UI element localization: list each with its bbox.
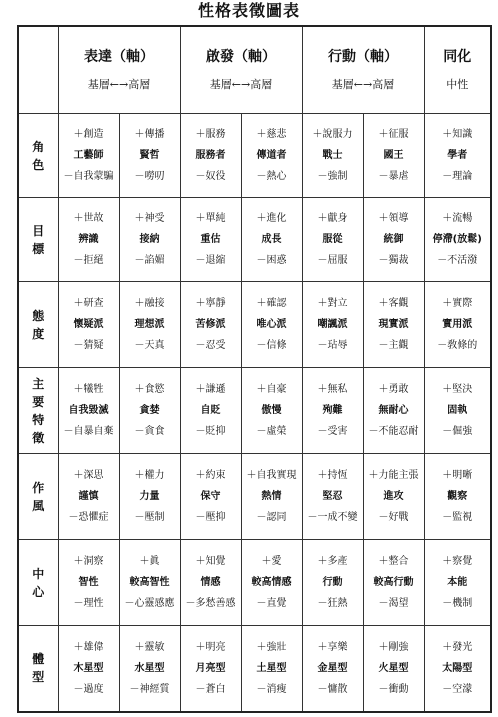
table-cell	[302, 540, 363, 626]
negative-trait: －自我蒙騙	[63, 171, 114, 182]
table-row-role	[18, 114, 491, 198]
type-name: 水星型	[134, 662, 165, 674]
negative-trait: －狂熱	[317, 598, 348, 609]
table-cell	[241, 454, 302, 540]
type-name: 賢哲	[139, 150, 160, 161]
negative-trait: －虛榮	[256, 426, 287, 437]
type-name: 理想派	[134, 319, 165, 330]
type-name: 成長	[261, 234, 282, 245]
negative-trait: －嘮叨	[134, 171, 165, 182]
type-name: 本能	[447, 577, 468, 588]
negative-trait: －奴役	[195, 171, 226, 182]
table-cell	[424, 198, 491, 282]
row-header	[18, 198, 58, 282]
table-cell	[302, 454, 363, 540]
type-name: 停滯(放鬆)	[432, 234, 482, 245]
type-name: 金星型	[317, 662, 348, 674]
positive-trait: ＋領導	[378, 213, 409, 224]
row-header-char: 作	[32, 480, 45, 495]
type-name: 辨識	[78, 234, 99, 245]
table-cell	[119, 198, 180, 282]
negative-trait: －獨裁	[378, 255, 409, 266]
table-cell	[241, 282, 302, 368]
positive-trait: ＋謙遜	[195, 384, 226, 395]
row-header	[18, 114, 58, 198]
table-cell	[180, 626, 241, 712]
negative-trait: －慵散	[317, 683, 348, 695]
column-name: 行動（軸）	[328, 49, 398, 65]
type-name: 行動	[322, 577, 343, 588]
type-name: 嘲諷派	[317, 319, 348, 330]
table-cell	[424, 454, 491, 540]
positive-trait: ＋剛強	[378, 641, 409, 653]
table-cell	[363, 198, 424, 282]
type-name: 現實派	[378, 319, 409, 330]
positive-trait: ＋知覺	[195, 556, 226, 567]
negative-trait: －心靈感應	[124, 598, 175, 609]
row-header-char: 度	[32, 326, 45, 341]
table-cell	[363, 540, 424, 626]
corner-cell	[18, 26, 58, 114]
row-header	[18, 282, 58, 368]
table-cell	[241, 626, 302, 712]
negative-trait: －貪食	[134, 426, 165, 437]
negative-trait: －理論	[442, 171, 473, 182]
negative-trait: －貶抑	[195, 426, 226, 437]
row-header-char: 主	[32, 376, 45, 391]
negative-trait: －暴虐	[378, 171, 409, 182]
positive-trait: ＋知識	[442, 129, 473, 140]
column-header-expression	[58, 26, 180, 114]
positive-trait: ＋實際	[442, 298, 473, 309]
positive-trait: ＋堅決	[442, 384, 473, 395]
type-name: 觀察	[447, 491, 468, 502]
column-range: 基層←→高層	[87, 78, 151, 91]
table-cell	[302, 282, 363, 368]
positive-trait: ＋對立	[317, 298, 348, 309]
type-name: 傲慢	[261, 405, 282, 416]
type-name: 土星型	[256, 662, 287, 674]
table-cell	[180, 368, 241, 454]
positive-trait: ＋享樂	[317, 641, 348, 653]
positive-trait: ＋獻身	[317, 213, 348, 224]
row-header-char: 特	[32, 412, 45, 427]
positive-trait: ＋自豪	[256, 384, 287, 395]
table-cell	[58, 114, 119, 198]
positive-trait: ＋寧靜	[195, 298, 226, 309]
type-name: 謹慎	[78, 491, 99, 502]
row-header-char: 體	[32, 652, 45, 667]
row-header-char: 心	[32, 584, 45, 599]
type-name: 堅忍	[322, 491, 343, 502]
positive-trait: ＋世故	[73, 213, 104, 224]
table-cell	[58, 626, 119, 712]
type-name: 實用派	[442, 319, 473, 330]
table-cell	[241, 540, 302, 626]
table-cell	[363, 454, 424, 540]
positive-trait: ＋犧牲	[73, 384, 104, 395]
negative-trait: －過度	[73, 683, 104, 695]
table-cell	[424, 114, 491, 198]
positive-trait: ＋神受	[134, 213, 165, 224]
type-name: 智性	[78, 577, 99, 588]
type-name: 服務者	[195, 150, 226, 161]
negative-trait: －渴望	[378, 598, 409, 609]
table-row-body-type	[18, 626, 491, 712]
table-cell	[363, 626, 424, 712]
positive-trait: ＋食慾	[134, 384, 165, 395]
type-name: 火星型	[378, 662, 409, 674]
type-name: 懷疑派	[73, 319, 104, 330]
table-cell	[424, 626, 491, 712]
type-name: 傳道者	[256, 150, 287, 161]
type-name: 太陽型	[442, 662, 473, 674]
negative-trait: －好戰	[378, 512, 409, 523]
positive-trait: ＋洞察	[73, 556, 104, 567]
table-cell	[119, 282, 180, 368]
positive-trait: ＋持恆	[317, 470, 348, 481]
negative-trait: －認同	[256, 512, 287, 523]
table-cell	[241, 114, 302, 198]
positive-trait: ＋力能主張	[368, 470, 419, 481]
table-row-goal	[18, 198, 491, 282]
type-name: 統御	[383, 234, 404, 245]
table-cell	[424, 368, 491, 454]
type-name: 戰士	[322, 150, 343, 161]
type-name: 殉難	[322, 405, 343, 416]
negative-trait: －受害	[317, 426, 348, 437]
type-name: 接納	[139, 234, 160, 245]
chart-title: 性格表徵圖表	[197, 1, 300, 20]
negative-trait: －機制	[442, 598, 473, 609]
table-cell	[119, 454, 180, 540]
type-name: 進攻	[383, 491, 404, 502]
row-header-char: 徵	[32, 430, 45, 445]
table-row-center	[18, 540, 491, 626]
table-cell	[180, 114, 241, 198]
negative-trait: －多愁善感	[185, 598, 236, 609]
positive-trait: ＋流暢	[442, 213, 473, 224]
header-row	[18, 26, 491, 114]
positive-trait: ＋靈敏	[134, 641, 165, 653]
negative-trait: －信條	[256, 340, 287, 351]
positive-trait: ＋明亮	[195, 641, 226, 653]
table-cell	[363, 368, 424, 454]
table-cell	[58, 540, 119, 626]
negative-trait: －玷辱	[317, 340, 348, 351]
negative-trait: －神經質	[129, 683, 170, 695]
row-header-char: 中	[32, 566, 45, 581]
row-header-char: 態	[32, 308, 45, 323]
positive-trait: ＋服務	[195, 129, 226, 140]
negative-trait: －退縮	[195, 255, 226, 266]
column-header-inspiration	[180, 26, 302, 114]
table-cell	[302, 626, 363, 712]
row-header-char: 標	[32, 241, 45, 256]
negative-trait: －倔強	[442, 426, 473, 437]
positive-trait: ＋慈悲	[256, 129, 287, 140]
column-header-assimilation	[424, 26, 491, 114]
table-cell	[119, 368, 180, 454]
positive-trait: ＋明晰	[442, 470, 473, 481]
positive-trait: ＋深思	[73, 470, 104, 481]
column-range: 中性	[446, 78, 469, 91]
table-cell	[302, 114, 363, 198]
negative-trait: －忍受	[195, 340, 226, 351]
type-name: 無耐心	[378, 405, 409, 416]
positive-trait: ＋融接	[134, 298, 165, 309]
positive-trait: ＋察覺	[442, 556, 473, 567]
negative-trait: －蒼白	[195, 683, 226, 695]
negative-trait: －理性	[73, 598, 104, 609]
row-header-char: 目	[32, 223, 45, 238]
positive-trait: ＋整合	[378, 556, 409, 567]
type-name: 木星型	[73, 662, 104, 674]
table-cell	[119, 114, 180, 198]
type-name: 學者	[447, 150, 468, 161]
column-header-action	[302, 26, 424, 114]
positive-trait: ＋權力	[134, 470, 165, 481]
positive-trait: ＋確認	[256, 298, 287, 309]
table-cell	[302, 198, 363, 282]
negative-trait: －敎條的	[437, 340, 478, 351]
negative-trait: －空濛	[442, 683, 473, 695]
positive-trait: ＋約束	[195, 470, 226, 481]
positive-trait: ＋研查	[73, 298, 104, 309]
negative-trait: －一成不變	[307, 512, 358, 523]
negative-trait: －自暴自棄	[63, 426, 114, 437]
table-cell	[119, 626, 180, 712]
positive-trait: ＋發光	[442, 641, 473, 653]
table-body	[18, 114, 491, 712]
type-name: 力量	[139, 491, 160, 502]
positive-trait: ＋說服力	[312, 129, 353, 140]
negative-trait: －猜疑	[73, 340, 104, 351]
table-cell	[180, 282, 241, 368]
negative-trait: －不能忍耐	[368, 426, 419, 437]
table-cell	[180, 454, 241, 540]
column-name: 表達（軸）	[84, 49, 154, 65]
positive-trait: ＋多產	[317, 556, 348, 567]
row-header-char: 型	[32, 670, 45, 685]
type-name: 情感	[200, 577, 221, 588]
table-cell	[241, 198, 302, 282]
table-cell	[119, 540, 180, 626]
type-name: 較高行動	[373, 577, 414, 588]
negative-trait: －衝動	[378, 683, 409, 695]
row-header	[18, 454, 58, 540]
table-cell	[363, 282, 424, 368]
positive-trait: ＋創造	[73, 129, 104, 140]
negative-trait: －監視	[442, 512, 473, 523]
positive-trait: ＋單純	[195, 213, 226, 224]
positive-trait: ＋愛	[261, 556, 282, 567]
positive-trait: ＋傳播	[134, 129, 165, 140]
row-header	[18, 540, 58, 626]
type-name: 較高情感	[251, 577, 292, 588]
negative-trait: －直覺	[256, 598, 287, 609]
type-name: 服從	[322, 234, 343, 245]
type-name: 貪婪	[139, 405, 160, 416]
row-header	[18, 626, 58, 712]
row-header-char: 角	[32, 139, 45, 154]
table-cell	[180, 198, 241, 282]
table-cell	[58, 454, 119, 540]
positive-trait: ＋客觀	[378, 298, 409, 309]
type-name: 工藝師	[73, 150, 104, 161]
table-row-main-feature	[18, 368, 491, 454]
row-header	[18, 368, 58, 454]
table-cell	[58, 282, 119, 368]
negative-trait: －強制	[317, 171, 348, 182]
type-name: 唯心派	[256, 319, 287, 330]
personality-table	[17, 25, 492, 713]
negative-trait: －天真	[134, 340, 165, 351]
positive-trait: ＋無私	[317, 384, 348, 395]
column-range: 基層←→高層	[331, 78, 395, 91]
negative-trait: －壓抑	[195, 512, 226, 523]
negative-trait: －熱心	[256, 171, 287, 182]
positive-trait: ＋強壯	[256, 641, 287, 653]
type-name: 重估	[200, 234, 221, 245]
table-cell	[241, 368, 302, 454]
negative-trait: －不活潑	[437, 255, 478, 266]
positive-trait: ＋自我實現	[246, 470, 297, 481]
table-row-attitude	[18, 282, 491, 368]
positive-trait: ＋勇敢	[378, 384, 409, 395]
negative-trait: －消瘦	[256, 683, 287, 695]
row-header-char: 色	[32, 157, 45, 172]
positive-trait: ＋征服	[378, 129, 409, 140]
table-cell	[363, 114, 424, 198]
table-cell	[424, 540, 491, 626]
negative-trait: －拒絕	[73, 255, 104, 266]
negative-trait: －壓制	[134, 512, 165, 523]
type-name: 苦修派	[195, 319, 226, 330]
table-row-mode	[18, 454, 491, 540]
table-cell	[58, 368, 119, 454]
positive-trait: ＋雄偉	[73, 641, 104, 653]
negative-trait: －屈服	[317, 255, 348, 266]
type-name: 保守	[200, 491, 221, 502]
positive-trait: ＋眞	[139, 556, 160, 567]
type-name: 國王	[383, 150, 404, 161]
column-range: 基層←→高層	[209, 78, 273, 91]
column-name: 啟發（軸）	[206, 49, 276, 65]
type-name: 月亮型	[195, 662, 226, 674]
type-name: 固執	[447, 405, 468, 416]
type-name: 熱情	[261, 491, 282, 502]
negative-trait: －諂媚	[134, 255, 165, 266]
column-name: 同化	[443, 49, 472, 65]
row-header-char: 風	[32, 498, 45, 513]
type-name: 自貶	[200, 405, 221, 416]
negative-trait: －主觀	[378, 340, 409, 351]
negative-trait: －恐懼症	[68, 512, 109, 523]
table-cell	[424, 282, 491, 368]
table-cell	[302, 368, 363, 454]
positive-trait: ＋進化	[256, 213, 287, 224]
table-cell	[58, 198, 119, 282]
type-name: 自我毀滅	[68, 405, 109, 416]
row-header-char: 要	[32, 394, 45, 409]
negative-trait: －困惑	[256, 255, 287, 266]
table-cell	[180, 540, 241, 626]
type-name: 較高智性	[129, 577, 170, 588]
